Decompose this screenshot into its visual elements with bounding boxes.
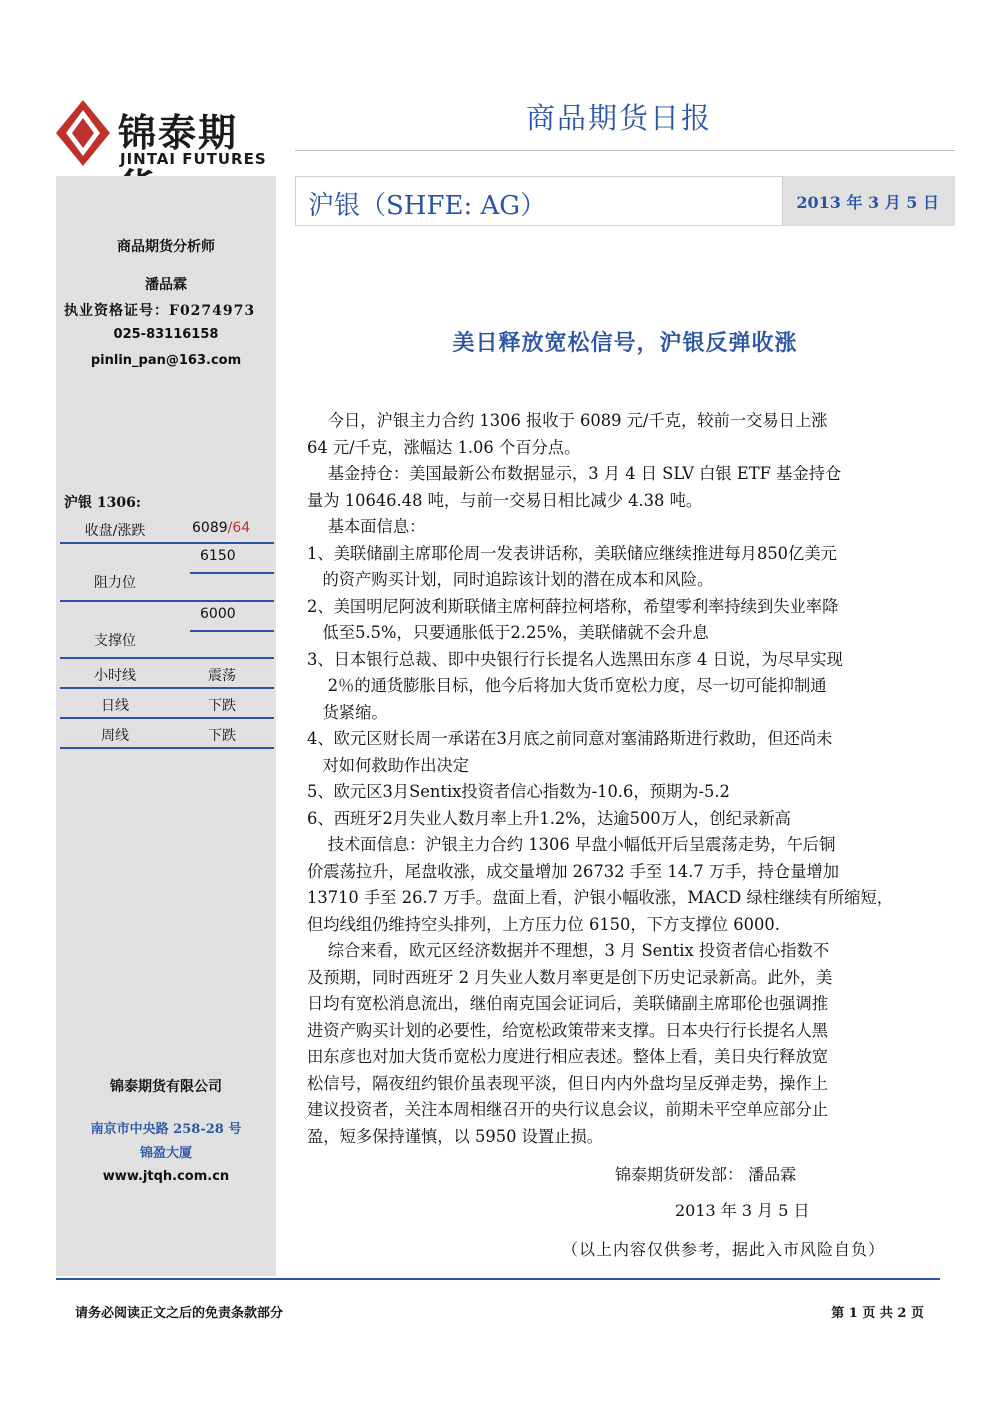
quote-row-resistance [60,544,274,602]
product-name: 沪银（SHFE: AG） [308,191,547,221]
analyst-cert: 执业资格证号：F0274973 [64,303,256,319]
body-line: 5、欧元区3月Sentix投资者信心指数为-10.6，预期为-5.2 [307,782,730,801]
body-line: 松信号，隔夜纽约银价虽表现平淡，但日内内外盘均呈反弹走势，操作上 [307,1073,829,1093]
quote-label: 周线 [101,728,129,744]
body-line: 建议投资者，关注本周相继召开的央行议息会议，前期未平空单应部分止 [307,1100,829,1119]
body-line: 低至5.5%，只要通胀低于2.25%，美联储就不会升息 [307,623,709,642]
body-line: 综合来看，欧元区经济数据并不理想，3 月 Sentix 投资者信心指数不 [307,941,830,960]
body-line: 基金持仓：美国最新公布数据显示，3 月 4 日 SLV 白银 ETF 基金持仓 [307,464,842,483]
body-line: 技术面信息：沪银主力合约 1306 早盘小幅低开后呈震荡走势，午后铜 [307,835,836,854]
quote-sub-divider [190,572,274,574]
body-line: 价震荡拉升，尾盘收涨，成交量增加 26732 手至 14.7 万手，持仓量增加 [307,861,840,881]
body-line: 及预期，同时西班牙 2 月失业人数月率更是创下历史记录新高。此外，美 [307,967,833,987]
quote-table [60,514,274,749]
analyst-phone: 025-83116158 [113,327,219,342]
quote-change-value: 64 [232,520,251,536]
body-line: 今日，沪银主力合约 1306 报收于 6089 元/千克，较前一交易日上涨 [307,411,828,430]
header-divider [295,150,955,151]
quote-row-daily [60,689,274,719]
logo-chinese-name: 锦泰期 [118,111,239,155]
page-number: 第 1 页 共 2 页 [831,1306,924,1321]
quote-value: 6150 [200,548,236,564]
body-line: 货紧缩。 [307,702,388,722]
body-line: 进资产购买计划的必要性，给宽松政策带来支撑。日本央行行长提名人黑 [307,1020,829,1040]
quote-label: 小时线 [94,668,136,684]
body-line: 4、欧元区财长周一承诺在3月底之前同意对塞浦路斯进行救助，但还尚未 [307,729,833,748]
company-logo [56,96,276,174]
footer-disclaimer: 请务必阅读正文之后的免责条款部分 [75,1306,284,1321]
signature-dept: 锦泰期货研发部： 潘品霖 [615,1165,797,1184]
body-line: 的资产购买计划，同时追踪该计划的潜在成本和风险。 [307,570,714,589]
company-website[interactable]: www.jtqh.com.cn [102,1169,230,1184]
sidebar [56,176,276,1276]
body-line: 2％的通货膨胀目标，他今后将加大货币宽松力度，尽一切可能抑制通 [307,676,827,695]
body-line: 基本面信息： [307,517,426,536]
report-body [307,408,947,1150]
analyst-name: 潘品霖 [145,277,187,293]
quote-row-weekly [60,719,274,749]
signature-date: 2013 年 3 月 5 日 [675,1201,810,1220]
contract-label: 沪银 1306: [64,495,142,511]
body-line: 13710 手至 26.7 万手。盘面上看，沪银小幅收涨，MACD 绿柱继续有所缩短， [307,888,894,907]
body-line: 但均线组仍维持空头排列，上方压力位 6150，下方支撑位 6000. [307,914,780,934]
quote-value: 震荡 [208,668,236,684]
quote-label: 阻力位 [94,575,136,591]
company-name: 锦泰期货有限公司 [110,1079,222,1095]
body-line: 田东彦也对加大货币宽松力度进行相应表述。整体上看，美日央行释放宽 [307,1047,829,1066]
body-line: 量为 10646.48 吨，与前一交易日相比减少 4.38 吨。 [307,490,703,510]
body-line: 对如何救助作出决定 [307,755,470,775]
body-line: 6、西班牙2月失业人数月率上升1.2%，达逾500万人，创纪录新高 [307,808,791,828]
company-building: 锦盈大厦 [139,1146,192,1161]
company-address: 南京市中央路 258-28 号 [90,1122,242,1137]
quote-label: 收盘/涨跌 [84,523,146,539]
analyst-email[interactable]: pinlin_pan@163.com [90,353,242,368]
quote-value: 下跌 [208,728,236,744]
report-date: 2013 年 3 月 5 日 [796,193,939,212]
quote-row-hourly [60,659,274,689]
quote-row-close [60,514,274,544]
analyst-title: 商品期货分析师 [117,239,215,255]
product-name-box [295,176,783,226]
quote-row-support [60,602,274,659]
quote-label: 支撑位 [94,633,136,649]
body-line: 2、美国明尼阿波利斯联储主席柯薛拉柯塔称，希望零利率持续到失业率降 [307,596,839,616]
quote-label: 日线 [101,698,129,714]
quote-close-value: 6089/64 [192,520,251,536]
quote-value: 下跌 [208,698,236,714]
product-bar [295,176,955,226]
logo-diamond-icon [56,100,110,166]
quote-value: 6000 [200,606,236,622]
logo-english-name: JINTAI FUTURES [120,150,267,168]
body-line: 1、美联储副主席耶伦周一发表讲话称，美联储应继续推进每月850亿美元 [307,543,837,563]
body-line: 3、日本银行总裁、即中央银行行长提名人选黑田东彦 4 日说，为尽早实现 [307,649,843,669]
body-line: 64 元/千克，涨幅达 1.06 个百分点。 [307,437,581,457]
disclaimer-note: （以上内容仅供参考，据此入市风险自负） [562,1240,886,1259]
footer-divider [56,1278,940,1280]
report-title: 商品期货日报 [525,101,712,135]
headline: 美日释放宽松信号，沪银反弹收涨 [452,330,798,356]
body-line: 盈，短多保持谨慎，以 5950 设置止损。 [307,1126,604,1146]
quote-sub-divider [190,630,274,632]
body-line: 日均有宽松消息流出，继伯南克国会证词后，美联储副主席耶伦也强调推 [307,994,829,1013]
